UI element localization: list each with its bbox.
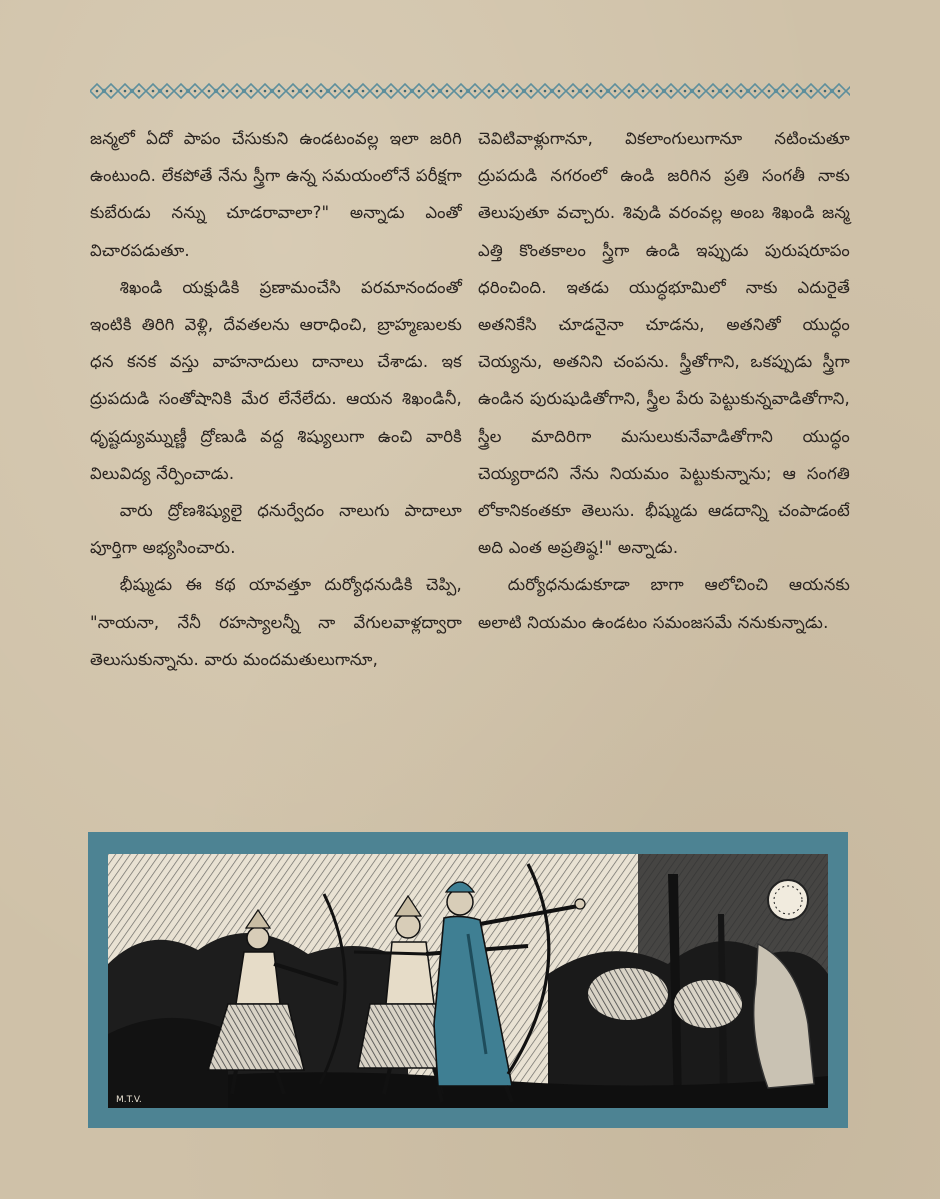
paragraph: శిఖండి యక్షుడికి ప్రణామంచేసి పరమానందంతో ఇంటికి తిరిగి వెళ్లి, దేవతలను ఆరాధించి, బ్రాహ్మణులకు ధన కనక వస్తు వాహనాదులు దానాలు చేశాడు. ఇక ద్రుపదుడి సంతోషానికి మేర లేనేలేదు. ఆయన శిఖండినీ, ధృష్టద్యుమ్నుణ్ణీ ద్రోణుడి వద్ద శిష్యులుగా ఉంచి వారికి విలువిద్య నేర్పించాడు. bbox=[90, 277, 462, 483]
left-text-column bbox=[90, 120, 462, 678]
paragraph: చెవిటివాళ్లుగానూ, వికలాంగులుగానూ నటించుతూ ద్రుపదుడి నగరంలో ఉండి జరిగిన ప్రతి సంగతీ నాకు తెలుపుతూ వచ్చారు. శివుడి వరంవల్ల అంబ శిఖండి జన్మ ఎత్తి కొంతకాలం స్త్రీగా ఉండి ఇప్పుడు పురుషరూపం ధరించింది. ఇతడు యుద్ధభూమిలో నాకు ఎదురైతే అతనికేసి చూడనైనా చూడను, అతనితో యుద్ధం చెయ్యను, అతనిని చంపను. స్త్రీతోగాని, ఒకప్పుడు స్త్రీగా ఉండిన పురుషుడితోగాని, స్త్రీల పేరు పెట్టుకున్నవాడితోగాని, స్త్రీల మాదిరిగా మసులుకునేవాడితోగాని యుద్ధం చెయ్యరాదని నేను నియమం పెట్టుకున్నాను; ఆ సంగతి లోకానికంతకూ తెలుసు. భీష్ముడు ఆడదాన్ని చంపాడంటే అది ఎంత అప్రతిష్ఠ!" అన్నాడు. bbox=[478, 129, 850, 558]
paragraph: భీష్ముడు ఈ కథ యావత్తూ దుర్యోధనుడికి చెప్పి, "నాయనా, నేనీ రహస్యాలన్నీ నా వేగులవాళ్లద్వారా తెలుసుకున్నాను. వారు మందమతులుగానూ, bbox=[90, 575, 462, 669]
ornamental-border bbox=[90, 80, 850, 102]
paragraph: జన్మలో ఏదో పాపం చేసుకుని ఉండటంవల్ల ఇలా జరిగి ఉంటుంది. లేకపోతే నేను స్త్రీగా ఉన్న సమయంలోనే పరీక్షగా కుబేరుడు నన్ను చూడరావాలా?" అన్నాడు ఎంతో విచారపడుతూ. bbox=[90, 129, 462, 260]
right-text-column bbox=[478, 120, 850, 641]
story-illustration bbox=[88, 832, 848, 1128]
paragraph: వారు ద్రోణశిష్యులై ధనుర్వేదం నాలుగు పాదాలూ పూర్తిగా అభ్యసించారు. bbox=[90, 501, 462, 558]
illustration-artwork bbox=[108, 854, 828, 1108]
artist-signature: M.T.V. bbox=[116, 1095, 142, 1105]
paragraph: దుర్యోధనుడుకూడా బాగా ఆలోచించి ఆయనకు అలాటి నియమం ఉండటం సమంజసమే ననుకున్నాడు. bbox=[478, 575, 850, 632]
